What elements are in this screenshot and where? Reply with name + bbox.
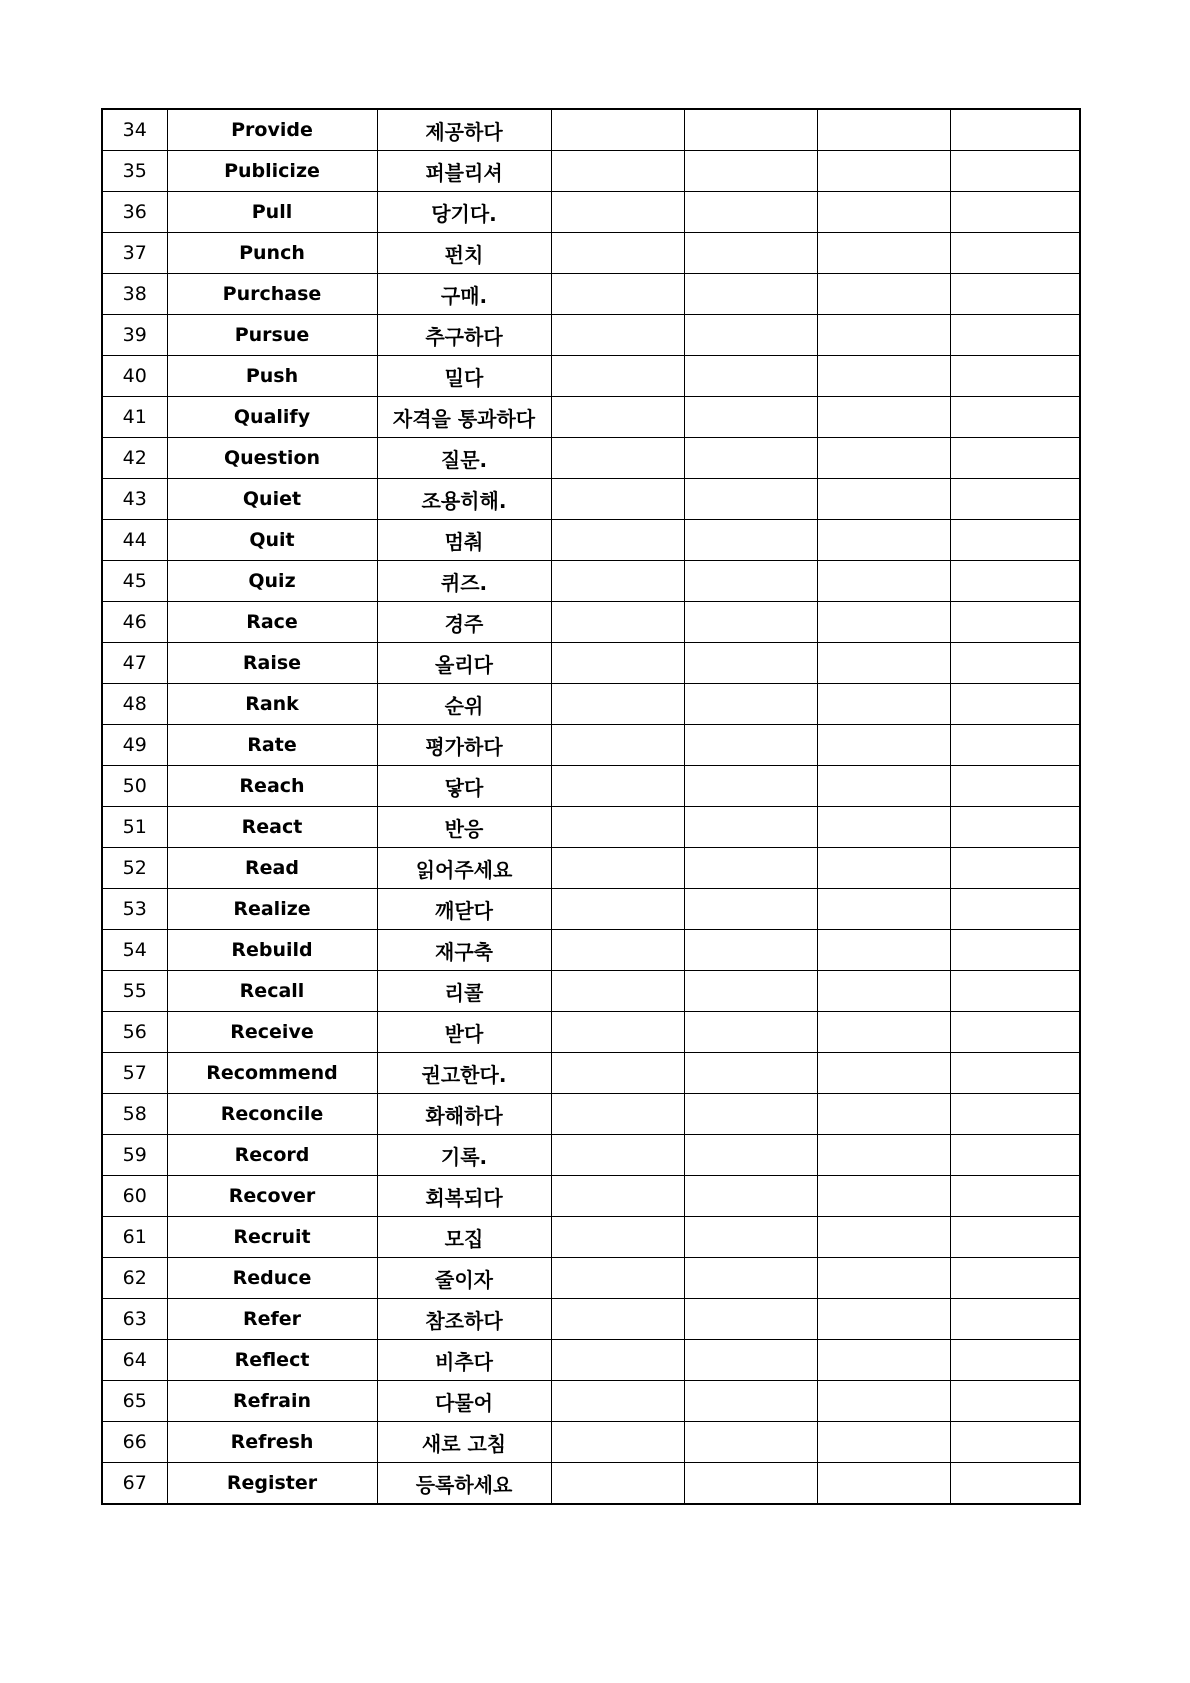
- blank-practice-cell-3: [817, 1299, 950, 1340]
- blank-practice-cell-1: [551, 766, 684, 807]
- blank-practice-cell-1: [551, 930, 684, 971]
- english-word-cell: Reach: [167, 766, 377, 807]
- english-word-cell: Quiz: [167, 561, 377, 602]
- blank-practice-cell-2: [684, 807, 817, 848]
- blank-practice-cell-4: [950, 192, 1080, 233]
- korean-meaning-cell: 올리다: [377, 643, 551, 684]
- blank-practice-cell-1: [551, 397, 684, 438]
- row-number-cell: 57: [102, 1053, 167, 1094]
- blank-practice-cell-4: [950, 356, 1080, 397]
- table-row: [102, 1340, 1080, 1381]
- table-row: [102, 930, 1080, 971]
- korean-meaning-cell: 멈춰: [377, 520, 551, 561]
- english-word-cell: Reconcile: [167, 1094, 377, 1135]
- blank-practice-cell-1: [551, 643, 684, 684]
- english-word-cell: Pursue: [167, 315, 377, 356]
- blank-practice-cell-3: [817, 397, 950, 438]
- table-row: [102, 766, 1080, 807]
- korean-meaning-cell: 퍼블리셔: [377, 151, 551, 192]
- blank-practice-cell-4: [950, 233, 1080, 274]
- table-row: [102, 725, 1080, 766]
- blank-practice-cell-1: [551, 684, 684, 725]
- korean-meaning-cell: 비추다: [377, 1340, 551, 1381]
- english-word-cell: Read: [167, 848, 377, 889]
- korean-meaning-cell: 줄이자: [377, 1258, 551, 1299]
- blank-practice-cell-1: [551, 889, 684, 930]
- table-row: [102, 1094, 1080, 1135]
- row-number-cell: 45: [102, 561, 167, 602]
- korean-meaning-cell: 제공하다: [377, 109, 551, 151]
- korean-meaning-cell: 경주: [377, 602, 551, 643]
- korean-meaning-cell: 닿다: [377, 766, 551, 807]
- blank-practice-cell-1: [551, 109, 684, 151]
- row-number-cell: 50: [102, 766, 167, 807]
- blank-practice-cell-3: [817, 1258, 950, 1299]
- table-row: [102, 109, 1080, 151]
- blank-practice-cell-2: [684, 561, 817, 602]
- blank-practice-cell-4: [950, 520, 1080, 561]
- blank-practice-cell-1: [551, 192, 684, 233]
- blank-practice-cell-1: [551, 1463, 684, 1505]
- blank-practice-cell-3: [817, 192, 950, 233]
- blank-practice-cell-3: [817, 109, 950, 151]
- korean-meaning-cell: 질문.: [377, 438, 551, 479]
- english-word-cell: Push: [167, 356, 377, 397]
- row-number-cell: 58: [102, 1094, 167, 1135]
- blank-practice-cell-3: [817, 807, 950, 848]
- blank-practice-cell-1: [551, 1176, 684, 1217]
- table-row: [102, 315, 1080, 356]
- blank-practice-cell-2: [684, 1176, 817, 1217]
- korean-meaning-cell: 퀴즈.: [377, 561, 551, 602]
- table-row: [102, 1299, 1080, 1340]
- blank-practice-cell-3: [817, 930, 950, 971]
- english-word-cell: Recruit: [167, 1217, 377, 1258]
- table-row: [102, 971, 1080, 1012]
- korean-meaning-cell: 읽어주세요: [377, 848, 551, 889]
- row-number-cell: 52: [102, 848, 167, 889]
- english-word-cell: Quiet: [167, 479, 377, 520]
- row-number-cell: 49: [102, 725, 167, 766]
- row-number-cell: 43: [102, 479, 167, 520]
- vocabulary-table-body: [102, 109, 1080, 1504]
- row-number-cell: 64: [102, 1340, 167, 1381]
- row-number-cell: 63: [102, 1299, 167, 1340]
- blank-practice-cell-1: [551, 1094, 684, 1135]
- english-word-cell: Rebuild: [167, 930, 377, 971]
- row-number-cell: 48: [102, 684, 167, 725]
- blank-practice-cell-2: [684, 315, 817, 356]
- korean-meaning-cell: 기록.: [377, 1135, 551, 1176]
- english-word-cell: Realize: [167, 889, 377, 930]
- korean-meaning-cell: 회복되다: [377, 1176, 551, 1217]
- blank-practice-cell-4: [950, 1340, 1080, 1381]
- blank-practice-cell-1: [551, 561, 684, 602]
- blank-practice-cell-4: [950, 930, 1080, 971]
- korean-meaning-cell: 조용히해.: [377, 479, 551, 520]
- row-number-cell: 41: [102, 397, 167, 438]
- row-number-cell: 38: [102, 274, 167, 315]
- korean-meaning-cell: 평가하다: [377, 725, 551, 766]
- english-word-cell: Punch: [167, 233, 377, 274]
- blank-practice-cell-2: [684, 1299, 817, 1340]
- korean-meaning-cell: 순위: [377, 684, 551, 725]
- korean-meaning-cell: 등록하세요: [377, 1463, 551, 1505]
- table-row: [102, 1135, 1080, 1176]
- table-row: [102, 1176, 1080, 1217]
- blank-practice-cell-4: [950, 971, 1080, 1012]
- english-word-cell: Register: [167, 1463, 377, 1505]
- row-number-cell: 53: [102, 889, 167, 930]
- korean-meaning-cell: 추구하다: [377, 315, 551, 356]
- row-number-cell: 66: [102, 1422, 167, 1463]
- blank-practice-cell-3: [817, 684, 950, 725]
- blank-practice-cell-2: [684, 520, 817, 561]
- blank-practice-cell-3: [817, 725, 950, 766]
- blank-practice-cell-4: [950, 848, 1080, 889]
- blank-practice-cell-4: [950, 397, 1080, 438]
- korean-meaning-cell: 반응: [377, 807, 551, 848]
- row-number-cell: 42: [102, 438, 167, 479]
- table-row: [102, 1217, 1080, 1258]
- row-number-cell: 65: [102, 1381, 167, 1422]
- row-number-cell: 61: [102, 1217, 167, 1258]
- korean-meaning-cell: 펀치: [377, 233, 551, 274]
- blank-practice-cell-1: [551, 233, 684, 274]
- korean-meaning-cell: 참조하다: [377, 1299, 551, 1340]
- blank-practice-cell-3: [817, 520, 950, 561]
- blank-practice-cell-4: [950, 274, 1080, 315]
- blank-practice-cell-2: [684, 766, 817, 807]
- korean-meaning-cell: 당기다.: [377, 192, 551, 233]
- blank-practice-cell-4: [950, 1053, 1080, 1094]
- blank-practice-cell-4: [950, 561, 1080, 602]
- table-row: [102, 151, 1080, 192]
- table-row: [102, 1381, 1080, 1422]
- blank-practice-cell-3: [817, 151, 950, 192]
- blank-practice-cell-2: [684, 1135, 817, 1176]
- english-word-cell: Publicize: [167, 151, 377, 192]
- blank-practice-cell-4: [950, 1381, 1080, 1422]
- korean-meaning-cell: 모집: [377, 1217, 551, 1258]
- korean-meaning-cell: 화해하다: [377, 1094, 551, 1135]
- english-word-cell: Pull: [167, 192, 377, 233]
- blank-practice-cell-2: [684, 684, 817, 725]
- vocabulary-table: [101, 108, 1081, 1505]
- row-number-cell: 47: [102, 643, 167, 684]
- blank-practice-cell-1: [551, 1422, 684, 1463]
- blank-practice-cell-3: [817, 1381, 950, 1422]
- blank-practice-cell-3: [817, 1053, 950, 1094]
- table-row: [102, 807, 1080, 848]
- blank-practice-cell-4: [950, 684, 1080, 725]
- blank-practice-cell-2: [684, 643, 817, 684]
- korean-meaning-cell: 권고한다.: [377, 1053, 551, 1094]
- blank-practice-cell-2: [684, 1463, 817, 1505]
- blank-practice-cell-3: [817, 1094, 950, 1135]
- blank-practice-cell-3: [817, 233, 950, 274]
- blank-practice-cell-4: [950, 1012, 1080, 1053]
- english-word-cell: Receive: [167, 1012, 377, 1053]
- blank-practice-cell-3: [817, 1422, 950, 1463]
- blank-practice-cell-4: [950, 438, 1080, 479]
- row-number-cell: 46: [102, 602, 167, 643]
- row-number-cell: 60: [102, 1176, 167, 1217]
- blank-practice-cell-3: [817, 848, 950, 889]
- english-word-cell: Raise: [167, 643, 377, 684]
- table-row: [102, 274, 1080, 315]
- vocabulary-sheet: [101, 108, 1081, 1505]
- korean-meaning-cell: 받다: [377, 1012, 551, 1053]
- blank-practice-cell-4: [950, 315, 1080, 356]
- blank-practice-cell-1: [551, 602, 684, 643]
- blank-practice-cell-2: [684, 192, 817, 233]
- table-row: [102, 192, 1080, 233]
- blank-practice-cell-3: [817, 1135, 950, 1176]
- blank-practice-cell-2: [684, 479, 817, 520]
- blank-practice-cell-1: [551, 151, 684, 192]
- row-number-cell: 54: [102, 930, 167, 971]
- blank-practice-cell-3: [817, 1217, 950, 1258]
- blank-practice-cell-2: [684, 848, 817, 889]
- blank-practice-cell-1: [551, 1381, 684, 1422]
- korean-meaning-cell: 자격을 통과하다: [377, 397, 551, 438]
- blank-practice-cell-3: [817, 971, 950, 1012]
- english-word-cell: React: [167, 807, 377, 848]
- blank-practice-cell-3: [817, 479, 950, 520]
- row-number-cell: 35: [102, 151, 167, 192]
- korean-meaning-cell: 새로 고침: [377, 1422, 551, 1463]
- english-word-cell: Reflect: [167, 1340, 377, 1381]
- english-word-cell: Record: [167, 1135, 377, 1176]
- blank-practice-cell-2: [684, 971, 817, 1012]
- row-number-cell: 55: [102, 971, 167, 1012]
- blank-practice-cell-3: [817, 766, 950, 807]
- english-word-cell: Refer: [167, 1299, 377, 1340]
- blank-practice-cell-1: [551, 807, 684, 848]
- english-word-cell: Provide: [167, 109, 377, 151]
- blank-practice-cell-4: [950, 1299, 1080, 1340]
- blank-practice-cell-3: [817, 274, 950, 315]
- blank-practice-cell-1: [551, 1135, 684, 1176]
- blank-practice-cell-2: [684, 438, 817, 479]
- blank-practice-cell-2: [684, 602, 817, 643]
- english-word-cell: Refresh: [167, 1422, 377, 1463]
- table-row: [102, 848, 1080, 889]
- blank-practice-cell-1: [551, 725, 684, 766]
- english-word-cell: Recommend: [167, 1053, 377, 1094]
- blank-practice-cell-4: [950, 1217, 1080, 1258]
- blank-practice-cell-4: [950, 602, 1080, 643]
- blank-practice-cell-2: [684, 1012, 817, 1053]
- blank-practice-cell-1: [551, 356, 684, 397]
- row-number-cell: 56: [102, 1012, 167, 1053]
- blank-practice-cell-2: [684, 397, 817, 438]
- english-word-cell: Refrain: [167, 1381, 377, 1422]
- english-word-cell: Rank: [167, 684, 377, 725]
- blank-practice-cell-1: [551, 438, 684, 479]
- table-row: [102, 397, 1080, 438]
- blank-practice-cell-1: [551, 971, 684, 1012]
- blank-practice-cell-2: [684, 1053, 817, 1094]
- blank-practice-cell-2: [684, 233, 817, 274]
- table-row: [102, 1053, 1080, 1094]
- korean-meaning-cell: 깨닫다: [377, 889, 551, 930]
- blank-practice-cell-3: [817, 315, 950, 356]
- blank-practice-cell-1: [551, 479, 684, 520]
- blank-practice-cell-3: [817, 643, 950, 684]
- blank-practice-cell-4: [950, 766, 1080, 807]
- blank-practice-cell-1: [551, 1299, 684, 1340]
- table-row: [102, 1463, 1080, 1505]
- blank-practice-cell-4: [950, 109, 1080, 151]
- blank-practice-cell-3: [817, 561, 950, 602]
- blank-practice-cell-3: [817, 1176, 950, 1217]
- blank-practice-cell-2: [684, 274, 817, 315]
- table-row: [102, 233, 1080, 274]
- blank-practice-cell-2: [684, 151, 817, 192]
- english-word-cell: Recall: [167, 971, 377, 1012]
- table-row: [102, 1422, 1080, 1463]
- english-word-cell: Purchase: [167, 274, 377, 315]
- blank-practice-cell-2: [684, 1340, 817, 1381]
- blank-practice-cell-2: [684, 109, 817, 151]
- blank-practice-cell-1: [551, 520, 684, 561]
- korean-meaning-cell: 다물어: [377, 1381, 551, 1422]
- blank-practice-cell-1: [551, 848, 684, 889]
- blank-practice-cell-1: [551, 1340, 684, 1381]
- korean-meaning-cell: 리콜: [377, 971, 551, 1012]
- english-word-cell: Quit: [167, 520, 377, 561]
- row-number-cell: 59: [102, 1135, 167, 1176]
- blank-practice-cell-2: [684, 1258, 817, 1299]
- table-row: [102, 1258, 1080, 1299]
- blank-practice-cell-1: [551, 315, 684, 356]
- row-number-cell: 34: [102, 109, 167, 151]
- blank-practice-cell-3: [817, 356, 950, 397]
- table-row: [102, 643, 1080, 684]
- blank-practice-cell-1: [551, 1217, 684, 1258]
- blank-practice-cell-2: [684, 1217, 817, 1258]
- blank-practice-cell-4: [950, 1135, 1080, 1176]
- english-word-cell: Recover: [167, 1176, 377, 1217]
- table-row: [102, 889, 1080, 930]
- table-row: [102, 561, 1080, 602]
- row-number-cell: 51: [102, 807, 167, 848]
- row-number-cell: 36: [102, 192, 167, 233]
- blank-practice-cell-4: [950, 643, 1080, 684]
- row-number-cell: 37: [102, 233, 167, 274]
- blank-practice-cell-2: [684, 725, 817, 766]
- korean-meaning-cell: 밀다: [377, 356, 551, 397]
- row-number-cell: 44: [102, 520, 167, 561]
- blank-practice-cell-2: [684, 889, 817, 930]
- blank-practice-cell-3: [817, 438, 950, 479]
- blank-practice-cell-1: [551, 1053, 684, 1094]
- english-word-cell: Question: [167, 438, 377, 479]
- row-number-cell: 62: [102, 1258, 167, 1299]
- table-row: [102, 1012, 1080, 1053]
- blank-practice-cell-4: [950, 889, 1080, 930]
- blank-practice-cell-4: [950, 1422, 1080, 1463]
- blank-practice-cell-1: [551, 1012, 684, 1053]
- blank-practice-cell-4: [950, 151, 1080, 192]
- table-row: [102, 356, 1080, 397]
- row-number-cell: 67: [102, 1463, 167, 1505]
- blank-practice-cell-4: [950, 1094, 1080, 1135]
- table-row: [102, 602, 1080, 643]
- blank-practice-cell-3: [817, 1463, 950, 1505]
- table-row: [102, 438, 1080, 479]
- blank-practice-cell-2: [684, 1422, 817, 1463]
- table-row: [102, 479, 1080, 520]
- english-word-cell: Race: [167, 602, 377, 643]
- english-word-cell: Reduce: [167, 1258, 377, 1299]
- blank-practice-cell-1: [551, 1258, 684, 1299]
- english-word-cell: Rate: [167, 725, 377, 766]
- blank-practice-cell-4: [950, 1258, 1080, 1299]
- blank-practice-cell-2: [684, 356, 817, 397]
- blank-practice-cell-2: [684, 930, 817, 971]
- row-number-cell: 39: [102, 315, 167, 356]
- blank-practice-cell-4: [950, 725, 1080, 766]
- table-row: [102, 684, 1080, 725]
- blank-practice-cell-3: [817, 1012, 950, 1053]
- blank-practice-cell-2: [684, 1094, 817, 1135]
- blank-practice-cell-4: [950, 1176, 1080, 1217]
- table-row: [102, 520, 1080, 561]
- row-number-cell: 40: [102, 356, 167, 397]
- blank-practice-cell-2: [684, 1381, 817, 1422]
- blank-practice-cell-4: [950, 1463, 1080, 1505]
- blank-practice-cell-3: [817, 1340, 950, 1381]
- blank-practice-cell-1: [551, 274, 684, 315]
- english-word-cell: Qualify: [167, 397, 377, 438]
- blank-practice-cell-4: [950, 807, 1080, 848]
- blank-practice-cell-3: [817, 602, 950, 643]
- korean-meaning-cell: 재구축: [377, 930, 551, 971]
- blank-practice-cell-4: [950, 479, 1080, 520]
- korean-meaning-cell: 구매.: [377, 274, 551, 315]
- blank-practice-cell-3: [817, 889, 950, 930]
